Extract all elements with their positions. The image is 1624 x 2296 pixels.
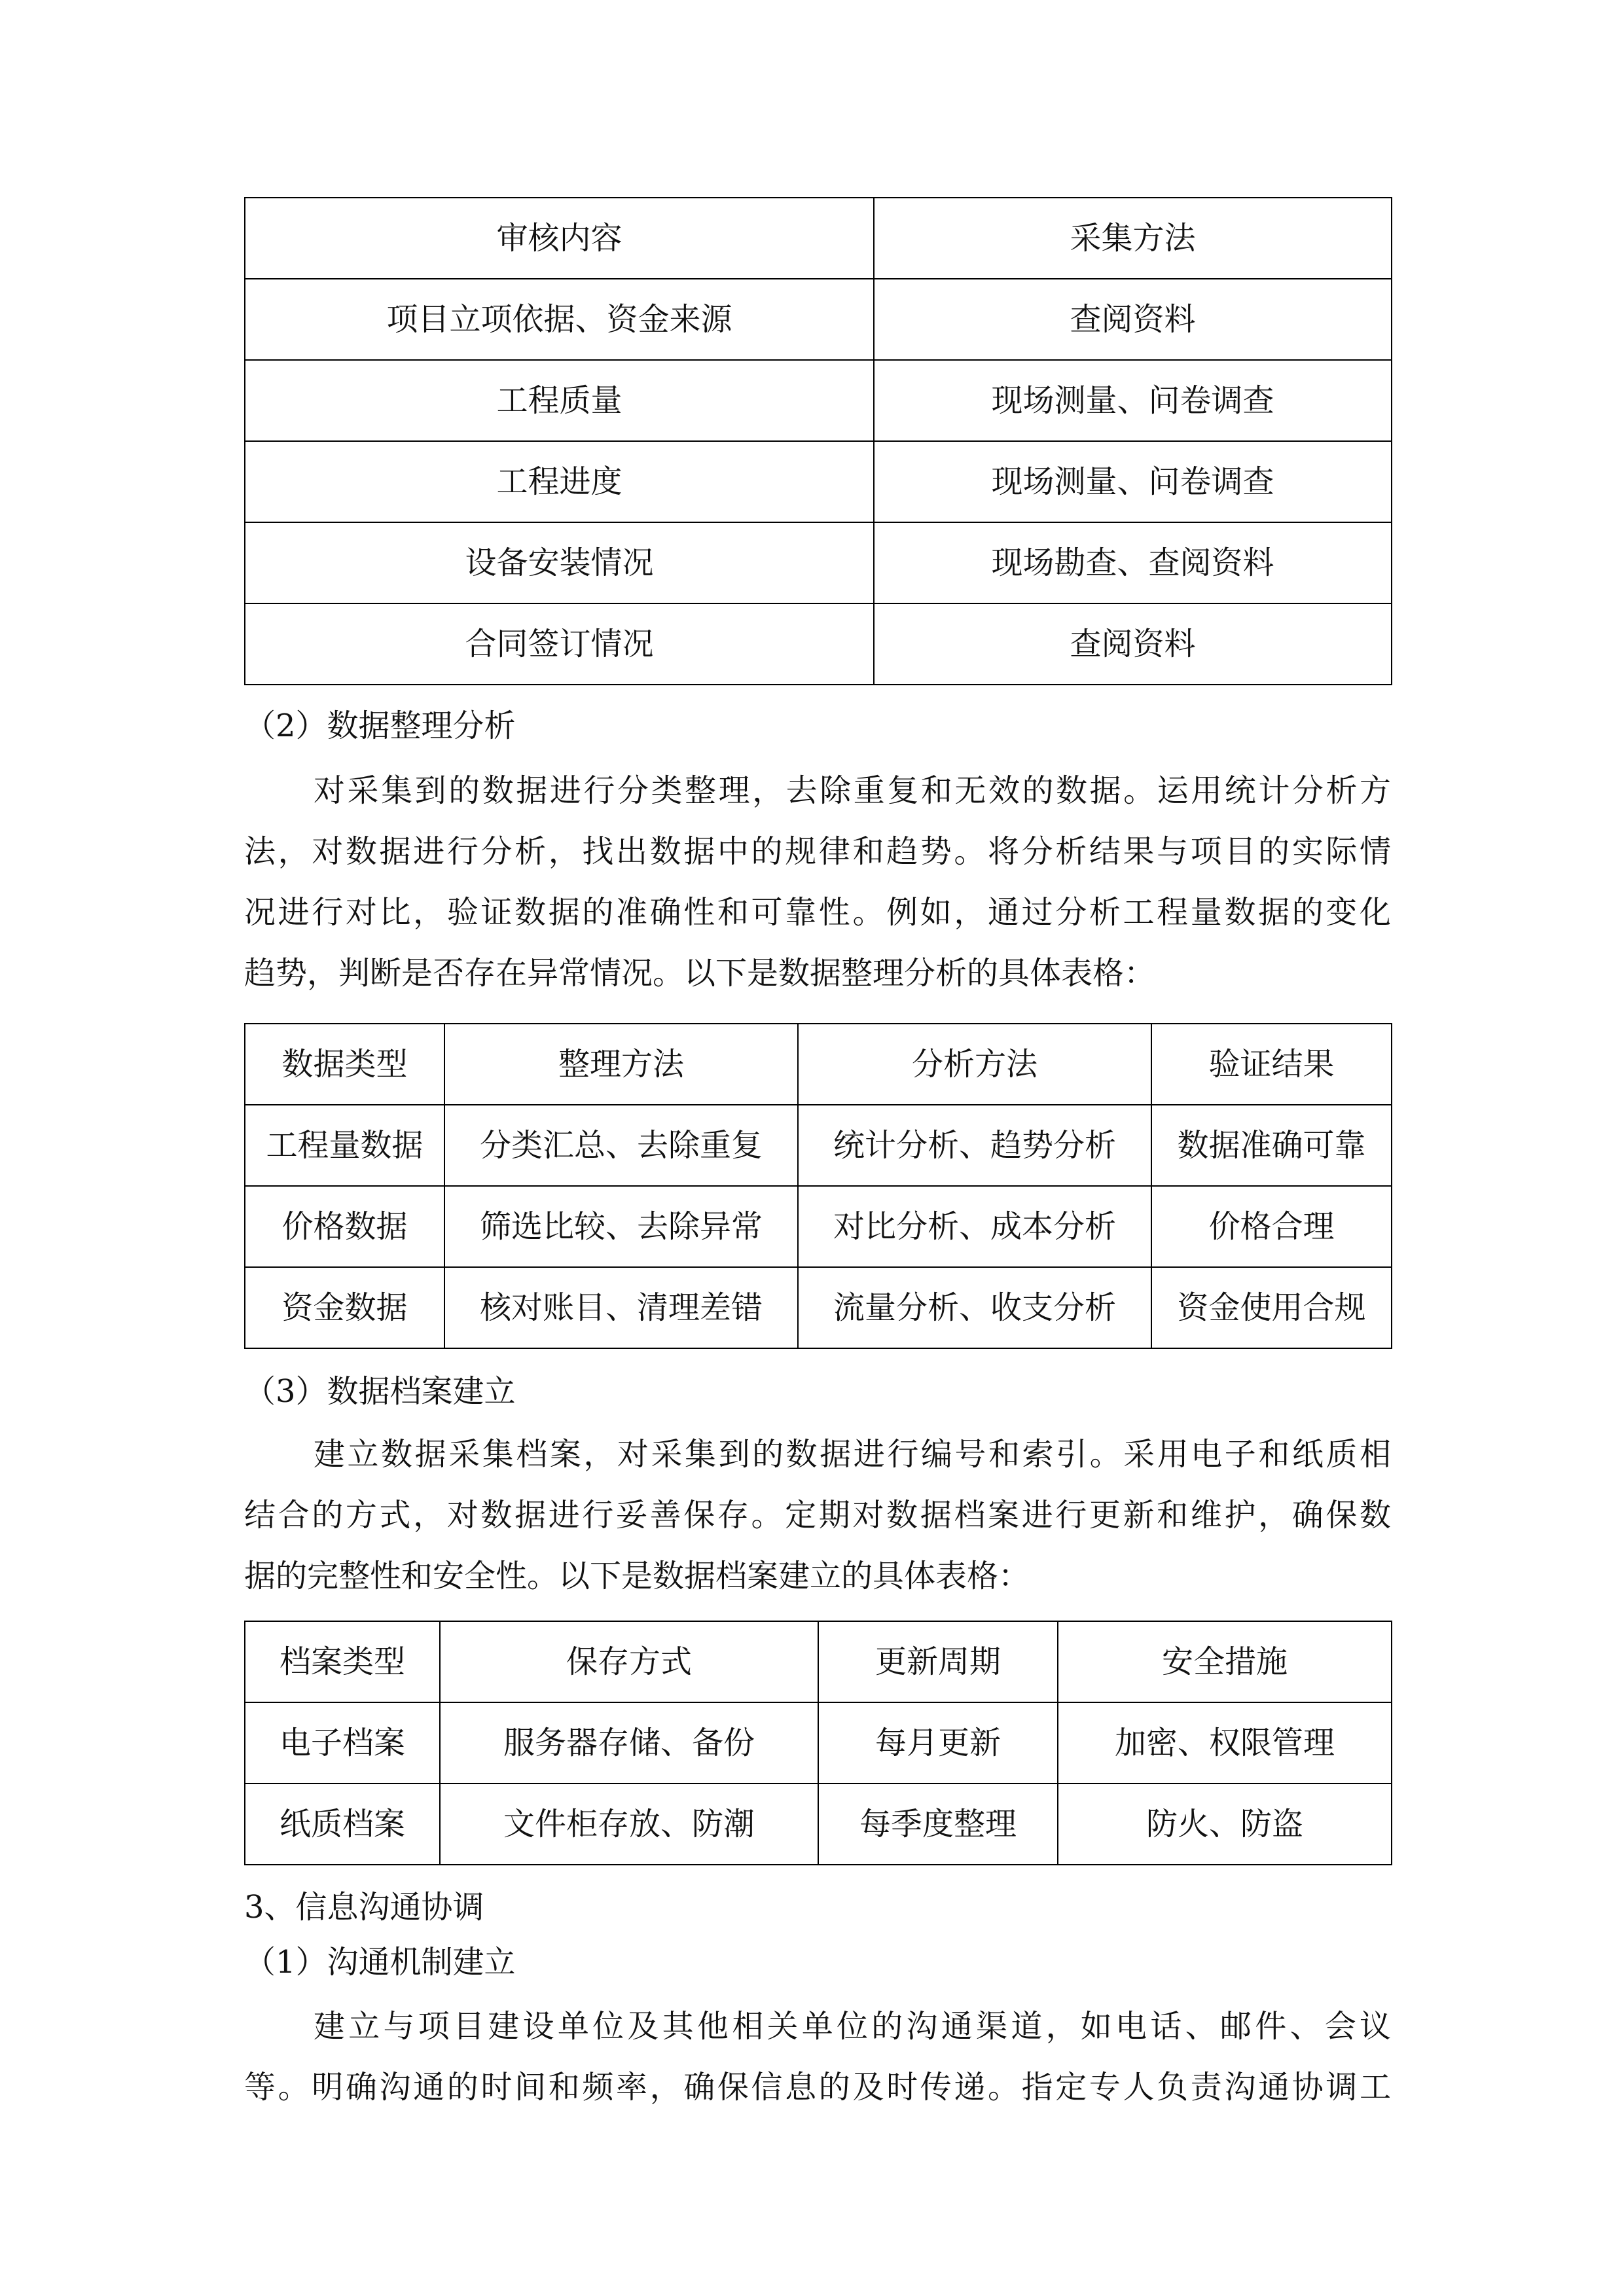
table-cell: 加密、权限管理 — [1058, 1702, 1392, 1784]
table-header-row — [245, 1621, 1392, 1702]
paragraph-line: 据的完整性和安全性。以下是数据档案建立的具体表格： — [244, 1558, 1030, 1594]
table-header-cell: 整理方法 — [444, 1024, 798, 1105]
paragraph-line: 况进行对比，验证数据的准确性和可靠性。例如，通过分析工程量数据的变化 — [244, 894, 1391, 931]
table-cell: 防火、防盗 — [1058, 1784, 1392, 1865]
table-cell: 价格数据 — [245, 1186, 444, 1267]
table-cell: 现场测量、问卷调查 — [874, 441, 1392, 522]
table-row — [245, 603, 1392, 685]
table-row — [245, 522, 1392, 603]
table-cell: 工程质量 — [245, 360, 874, 441]
table-cell: 数据准确可靠 — [1151, 1105, 1392, 1186]
table-cell: 每月更新 — [818, 1702, 1058, 1784]
table-cell: 查阅资料 — [874, 279, 1392, 360]
table-header-cell: 分析方法 — [798, 1024, 1151, 1105]
paragraph-line: 等。明确沟通的时间和频率，确保信息的及时传递。指定专人负责沟通协调工 — [244, 2069, 1391, 2106]
table-cell: 资金使用合规 — [1151, 1267, 1392, 1348]
table-cell: 分类汇总、去除重复 — [444, 1105, 798, 1186]
paragraph-line: 法，对数据进行分析，找出数据中的规律和趋势。将分析结果与项目的实际情 — [244, 833, 1391, 870]
table-cell: 价格合理 — [1151, 1186, 1392, 1267]
table-header-row — [245, 1024, 1392, 1105]
paragraph-line: 建立数据采集档案，对采集到的数据进行编号和索引。采用电子和纸质相 — [314, 1436, 1391, 1473]
table-cell: 电子档案 — [245, 1702, 440, 1784]
table-header-cell: 数据类型 — [245, 1024, 444, 1105]
paragraph-line: 对采集到的数据进行分类整理，去除重复和无效的数据。运用统计分析方 — [314, 772, 1391, 809]
section-heading-communication: 3、信息沟通协调 — [244, 1889, 484, 1926]
section-heading-data-analysis: （2）数据整理分析 — [244, 708, 516, 744]
paragraph-line: 建立与项目建设单位及其他相关单位的沟通渠道，如电话、邮件、会议 — [314, 2008, 1391, 2045]
table-header-cell: 保存方式 — [440, 1621, 818, 1702]
table-cell: 纸质档案 — [245, 1784, 440, 1865]
subsection-heading-communication-mechanism: （1）沟通机制建立 — [244, 1944, 516, 1981]
table-cell: 现场勘查、查阅资料 — [874, 522, 1392, 603]
table-cell: 统计分析、趋势分析 — [798, 1105, 1151, 1186]
section-heading-data-archive: （3）数据档案建立 — [244, 1373, 516, 1410]
table-row — [245, 1186, 1392, 1267]
table-header-cell: 更新周期 — [818, 1621, 1058, 1702]
table-cell: 现场测量、问卷调查 — [874, 360, 1392, 441]
paragraph-line: 结合的方式，对数据进行妥善保存。定期对数据档案进行更新和维护，确保数 — [244, 1497, 1391, 1534]
data-archive-table — [244, 1621, 1392, 1865]
data-analysis-table — [244, 1023, 1392, 1349]
table-cell: 资金数据 — [245, 1267, 444, 1348]
table-cell: 文件柜存放、防潮 — [440, 1784, 818, 1865]
table-cell: 核对账目、清理差错 — [444, 1267, 798, 1348]
paragraph-data-archive — [244, 1424, 1391, 1607]
table-header-cell: 审核内容 — [245, 198, 874, 279]
table-header-row — [245, 198, 1392, 279]
table-cell: 工程量数据 — [245, 1105, 444, 1186]
table-row — [245, 279, 1392, 360]
paragraph-line: 趋势，判断是否存在异常情况。以下是数据整理分析的具体表格： — [244, 955, 1156, 992]
table-header-cell: 档案类型 — [245, 1621, 440, 1702]
table-cell: 筛选比较、去除异常 — [444, 1186, 798, 1267]
table-cell: 项目立项依据、资金来源 — [245, 279, 874, 360]
table-cell: 对比分析、成本分析 — [798, 1186, 1151, 1267]
table-cell: 服务器存储、备份 — [440, 1702, 818, 1784]
table-row — [245, 1784, 1392, 1865]
table-header-cell: 安全措施 — [1058, 1621, 1392, 1702]
table-header-cell: 采集方法 — [874, 198, 1392, 279]
paragraph-communication — [244, 1996, 1391, 2118]
table-row — [245, 1105, 1392, 1186]
table-cell: 合同签订情况 — [245, 603, 874, 685]
table-row — [245, 1267, 1392, 1348]
table-cell: 工程进度 — [245, 441, 874, 522]
table-row — [245, 360, 1392, 441]
table-row — [245, 441, 1392, 522]
audit-content-table — [244, 197, 1392, 685]
table-row — [245, 1702, 1392, 1784]
table-cell: 每季度整理 — [818, 1784, 1058, 1865]
table-cell: 流量分析、收支分析 — [798, 1267, 1151, 1348]
table-cell: 设备安装情况 — [245, 522, 874, 603]
paragraph-data-analysis — [244, 761, 1391, 1004]
table-cell: 查阅资料 — [874, 603, 1392, 685]
table-header-cell: 验证结果 — [1151, 1024, 1392, 1105]
